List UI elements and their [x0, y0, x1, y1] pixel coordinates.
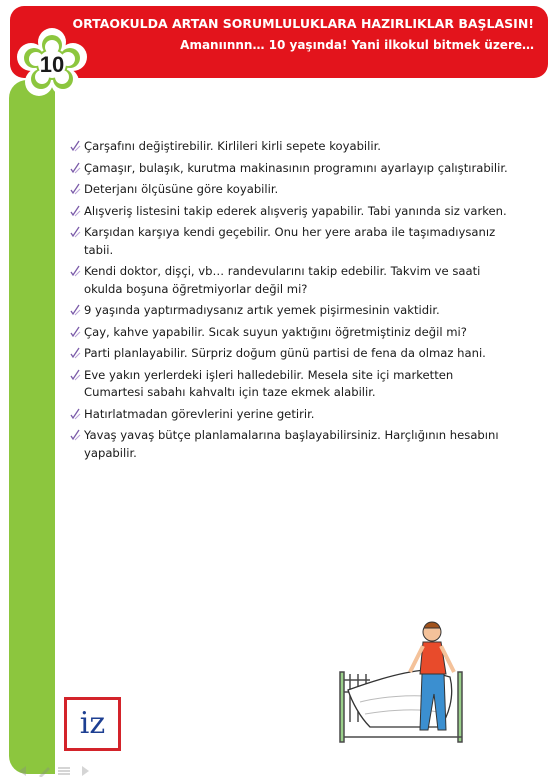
list-item — [70, 345, 510, 363]
list-item-text: Çarşafını değiştirebilir. Kirlileri kirli sepete koyabilir. — [84, 139, 381, 153]
pen-icon[interactable] — [36, 762, 52, 774]
pencil-check-icon — [70, 265, 81, 277]
pencil-check-icon — [70, 226, 81, 238]
list-item — [70, 160, 510, 178]
list-item-text: Hatırlatmadan görevlerini yerine getirir. — [84, 406, 315, 421]
banner-title: ORTAOKULDA ARTAN SORUMLULUKLARA HAZIRLIKLAR BAŞLASIN! — [72, 16, 534, 31]
list-item — [70, 138, 510, 156]
list-item — [70, 224, 510, 259]
banner-subtitle: Amanıınnn… 10 yaşında! Yani ilkokul bitmek üzere… — [180, 38, 534, 52]
forward-arrow-icon[interactable] — [76, 762, 92, 774]
list-item — [70, 406, 510, 424]
menu-icon[interactable] — [56, 762, 72, 774]
pencil-check-icon — [70, 205, 81, 217]
list-item-text: Çamaşır, bulaşık, kurutma makinasının programını ayarlayıp çalıştırabilir. — [84, 160, 508, 175]
list-item — [70, 302, 510, 320]
pencil-check-icon — [70, 429, 81, 441]
iz-logo: iz — [64, 697, 121, 751]
pencil-check-icon — [70, 140, 81, 152]
list-item-text: Kendi doktor, dişçi, vb… randevularını takip edebilir. Takvim ve saati okulda boşuna öğretmiyorlar değil mi? — [84, 264, 481, 296]
list-item — [70, 181, 510, 199]
pencil-check-icon — [70, 183, 81, 195]
back-arrow-icon[interactable] — [16, 762, 32, 774]
list-item-text: Çay, kahve yapabilir. Sıcak suyun yaktığını öğretmiştiniz değil mi? — [84, 324, 467, 339]
child-making-bed-illustration — [330, 602, 480, 752]
list-item-text: Karşıdan karşıya kendi geçebilir. Onu her yere araba ile taşımadıysanız tabii. — [84, 225, 496, 257]
list-item-text: Eve yakın yerlerdeki işleri halledebilir. Mesela site içi marketten Cumartesi sabahı kahvaltı için taze ekmek alabilir. — [84, 367, 454, 399]
pencil-check-icon — [70, 369, 81, 381]
pencil-check-icon — [70, 304, 81, 316]
pencil-check-icon — [70, 162, 81, 174]
list-item — [70, 263, 510, 298]
pencil-check-icon — [70, 347, 81, 359]
list-item-text: Alışveriş listesini takip ederek alışveriş yapabilir. Tabi yanında siz varken. — [84, 203, 507, 218]
list-item-text: Parti planlayabilir. Sürpriz doğum günü partisi de fena da olmaz hani. — [84, 346, 486, 360]
flower-badge — [16, 28, 88, 100]
list-item — [70, 203, 510, 221]
pencil-check-icon — [70, 326, 81, 338]
list-item — [70, 367, 510, 402]
list-item-text: Deterjanı ölçüsüne göre koyabilir. — [84, 182, 279, 196]
list-item — [70, 427, 510, 462]
green-sidebar — [9, 80, 55, 774]
list-item — [70, 324, 510, 342]
list-item-text: 9 yaşında yaptırmadıysanız artık yemek pişirmesinin vaktidir. — [84, 303, 440, 317]
slide-nav[interactable] — [16, 762, 92, 776]
badge-number: 10 — [39, 52, 65, 77]
title-banner — [10, 6, 548, 78]
tips-list — [70, 138, 510, 466]
pencil-check-icon — [70, 408, 81, 420]
list-item-text: Yavaş yavaş bütçe planlamalarına başlayabilirsiniz. Harçlığının hesabını yapabilir. — [84, 428, 499, 460]
